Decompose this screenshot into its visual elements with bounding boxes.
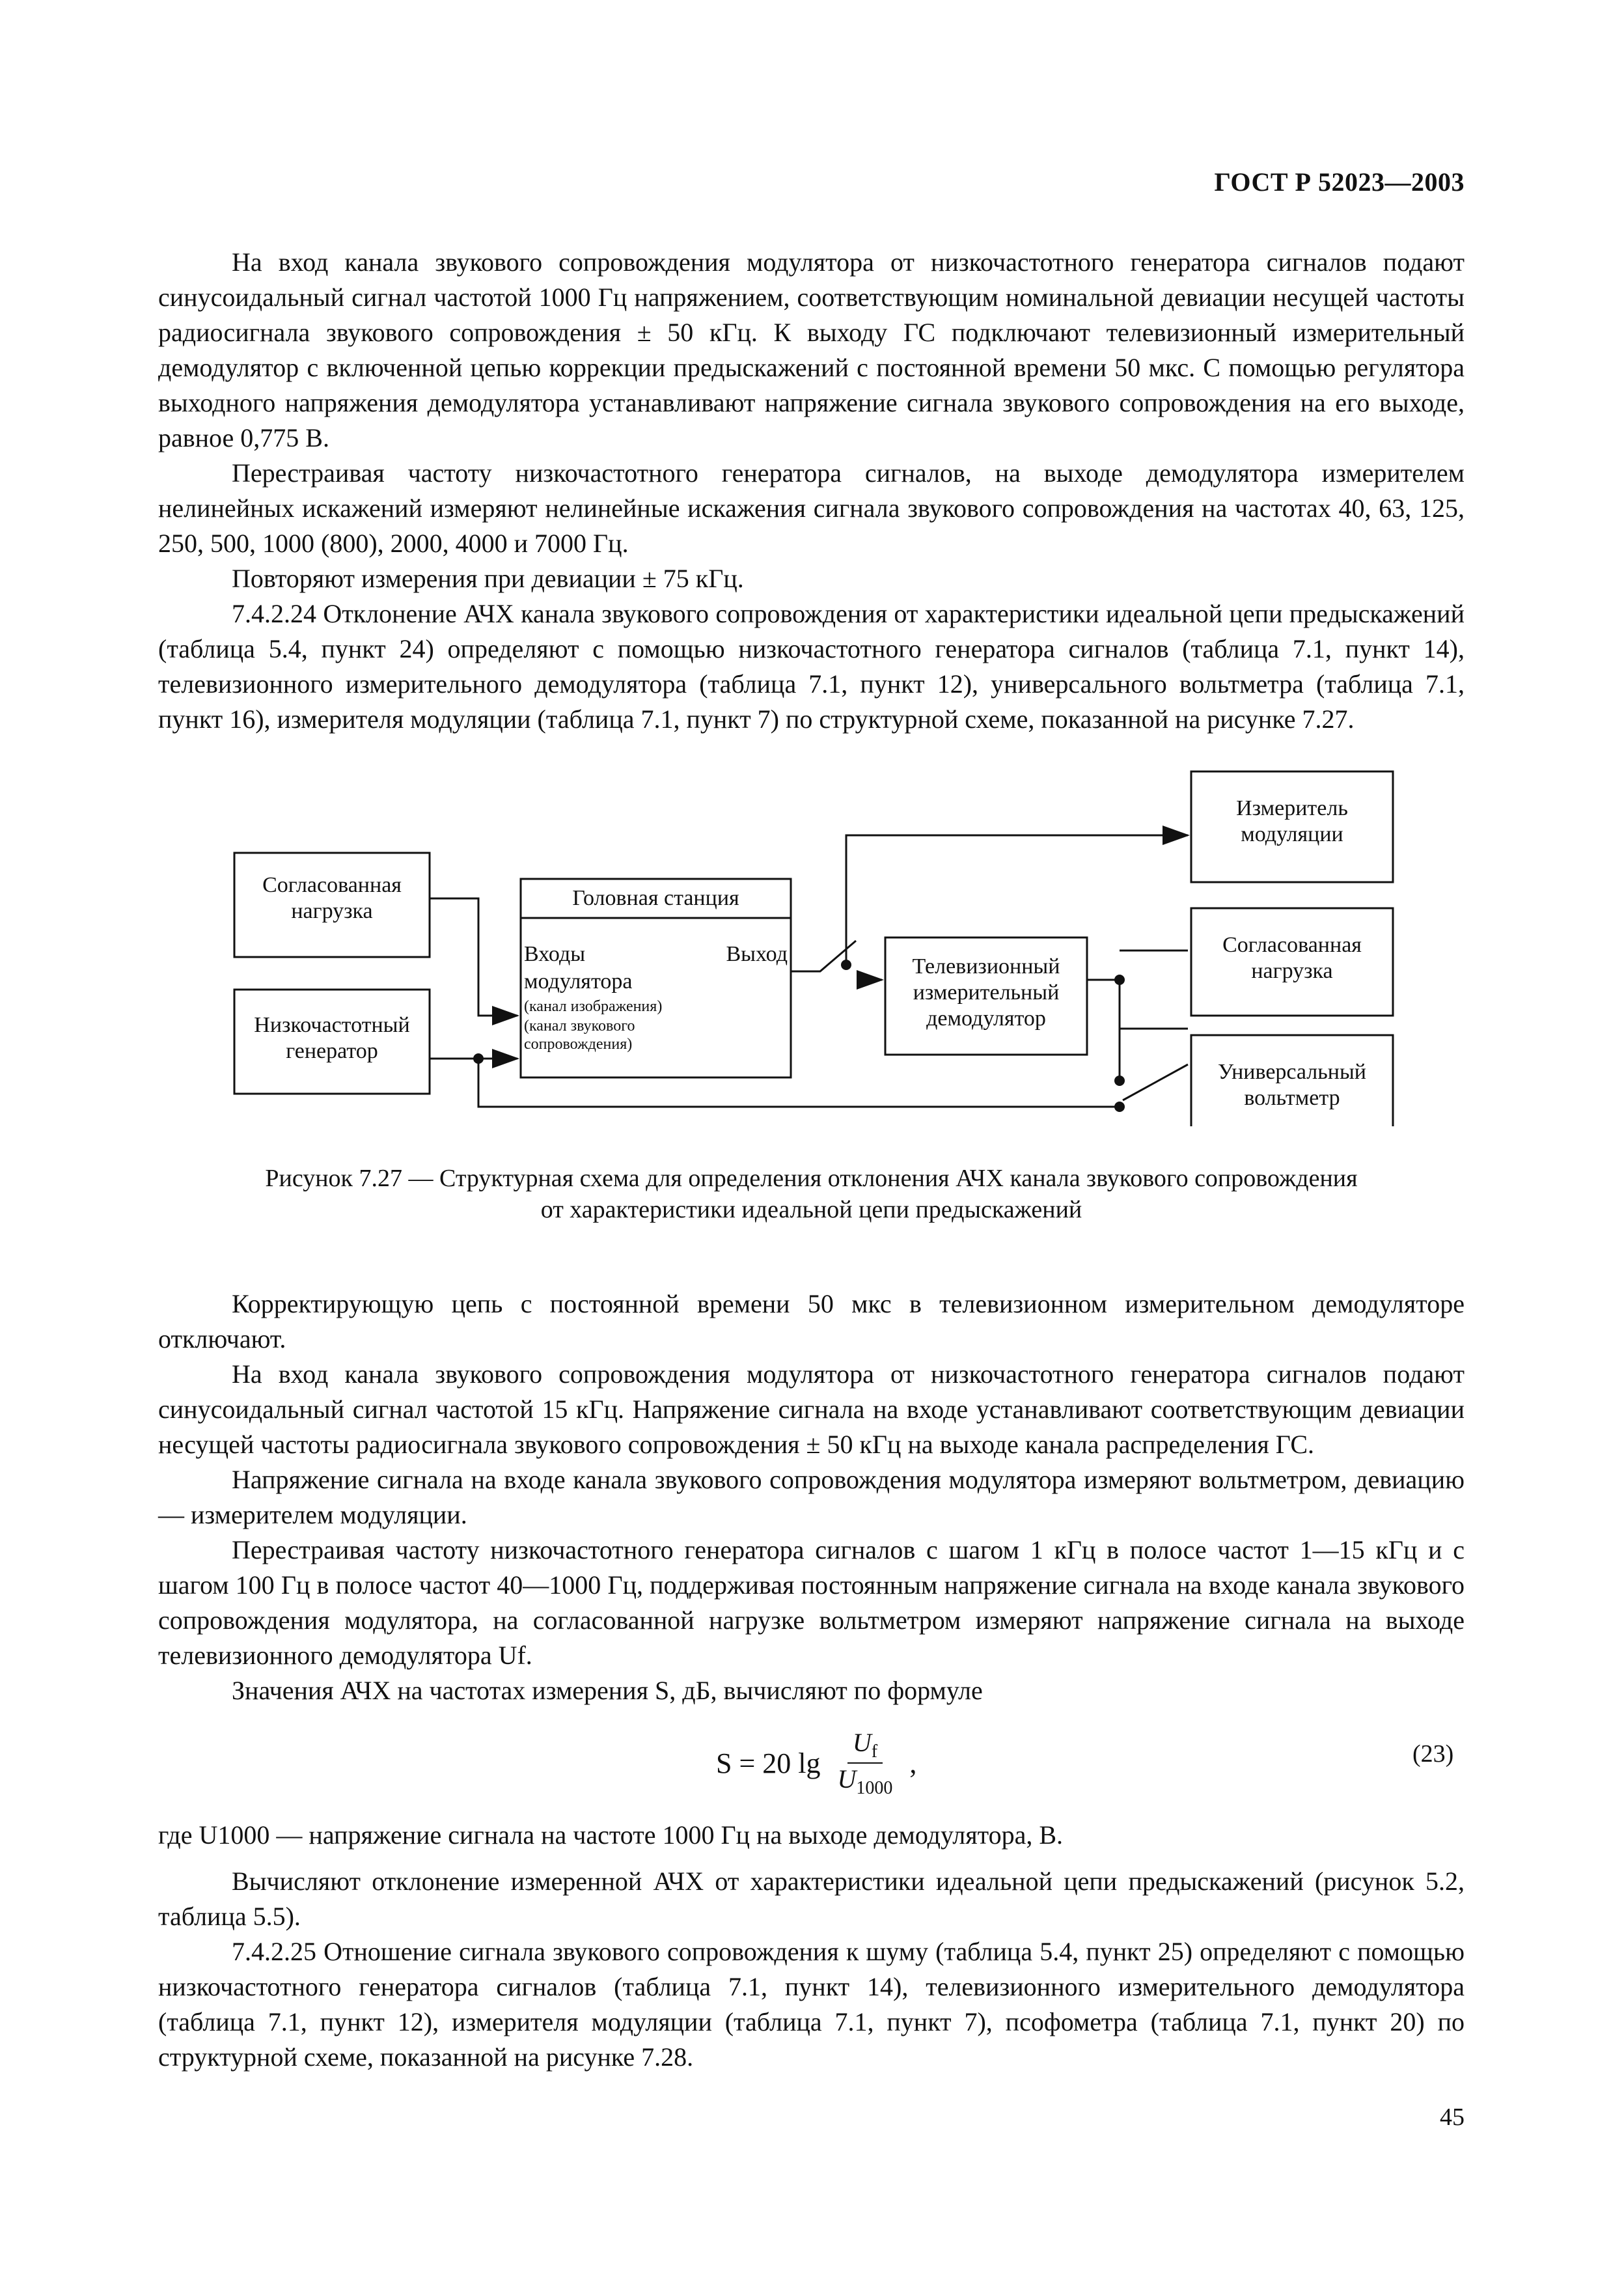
modulator-label: модулятора <box>524 969 633 993</box>
text-block-procedure <box>158 1286 1465 1708</box>
paragraph: На вход канала звукового сопровождения модулятора от низкочастотного генератора сигналов подают синусоидальный сигнал частотой 15 кГц. Напряжение сигнала на входе устанавливают соответствующим девиации несущей частоты радиосигнала звукового сопровождения ± 50 кГц на выходе канала распределения ГС. <box>158 1359 1465 1459</box>
formula-numerator: $U_f$ <box>847 1727 883 1764</box>
mod-meter-label: Измеритель модуляции <box>1236 796 1348 846</box>
text-block-next <box>158 1864 1465 2075</box>
paragraph: Перестраивая частоту низкочастотного генератора сигналов, на выходе демодулятора измерителем нелинейных искажений измеряют нелинейные искажения сигнала звукового сопровождения на частотах 40, 63, 125, 250, 500, 1000 (800), 2000, 4000 и 7000 Гц. <box>158 458 1465 558</box>
page-number: 45 <box>1440 2104 1465 2131</box>
demodulator-output-bus <box>1087 980 1120 1081</box>
tv-demodulator-label: Телевизионный измерительный демодулятор <box>912 954 1060 1031</box>
load-to-inputs-line <box>430 898 517 1016</box>
paragraph: 7.4.2.24 Отклонение АЧХ канала звукового сопровождения от характеристики идеальной цепи предыскажений (таблица 5.4, пункт 24) определяют с помощью низкочастотного генератора сигналов (таблица 7.1, пункт 14), телевизионного измерительного демодулятора (таблица 7.1, пункт 12), универсального вольтметра (таблица 7.1, пункт 16), измерителя модуляции (таблица 7.1, пункт 7) по структурной схеме, показанной на рисунке 7.27. <box>158 599 1465 734</box>
formula-tail: , <box>909 1747 917 1779</box>
caption-line: от характеристики идеальной цепи предыскажений <box>540 1196 1082 1223</box>
junction-dot <box>473 1053 484 1064</box>
paragraph: Значения АЧХ на частотах измерения S, дБ, вычисляют по формуле <box>232 1676 983 1705</box>
paragraph: где U1000 — напряжение сигнала на частоте 1000 Гц на выходе демодулятора, В. <box>158 1820 1063 1850</box>
video-channel-label: (канал изображения) <box>524 998 663 1015</box>
head-station-title: Головная станция <box>572 886 739 910</box>
text-block-where <box>158 1818 1465 1853</box>
equation-number: (23) <box>1412 1740 1454 1768</box>
text-block-intro <box>158 245 1465 737</box>
paragraph: Вычисляют отклонение измеренной АЧХ от характеристики идеальной цепи предыскажений (рисунок 5.2, таблица 5.5). <box>158 1867 1465 1931</box>
formula-denominator: $U_{1000}$ <box>837 1764 893 1798</box>
paragraph: 7.4.2.25 Отношение сигнала звукового сопровождения к шуму (таблица 5.4, пункт 25) определяют с помощью низкочастотного генератора сигналов (таблица 7.1, пункт 14), телевизионного измерительного демодулятора (таблица 7.1, пункт 12), измерителя модуляции (таблица 7.1, пункт 7), псофометра (таблица 7.1, пункт 20) по структурной схеме, показанной на рисунке 7.28. <box>158 1937 1465 2072</box>
to-mod-meter-line <box>846 835 1188 962</box>
generator-to-voltmeter-line <box>478 1059 1120 1107</box>
paragraph: На вход канала звукового сопровождения модулятора от низкочастотного генератора сигналов подают синусоидальный сигнал частотой 1000 Гц напряжением, соответствующим номинальной девиации несущей частоты радиосигнала звукового сопровождения ± 50 кГц. К выходу ГС подключают телевизионный измерительный демодулятор с включенной цепью коррекции предыскажений с постоянной времени 50 мкс. С помощью регулятора выходного напряжения демодулятора устанавливают напряжение сигнала звукового сопровождения на его выходе, равное 0,775 В. <box>158 247 1465 452</box>
voltmeter-switch <box>1123 1064 1188 1100</box>
formula-23 <box>716 1727 916 1799</box>
inputs-label: Входы <box>524 942 586 966</box>
block-diagram-figure <box>195 762 1471 1126</box>
junction-dot <box>1114 1102 1125 1112</box>
paragraph: Напряжение сигнала на входе канала звукового сопровождения модулятора измеряют вольтметром, девиацию — измерителем модуляции. <box>158 1465 1465 1529</box>
voltmeter-label: Универсальный вольтметр <box>1217 1060 1367 1110</box>
junction-dot <box>841 960 851 970</box>
matched-load-2-label: Согласованная нагрузка <box>1222 933 1362 983</box>
formula-lhs: S = 20 lg <box>716 1747 821 1779</box>
junction-dot <box>1114 975 1125 985</box>
caption-line: Рисунок 7.27 — Структурная схема для определения отклонения АЧХ канала звукового сопровождения <box>265 1165 1358 1192</box>
matched-load-1-label: Согласованная нагрузка <box>262 873 402 923</box>
lf-generator-label: Низкочастотный генератор <box>254 1013 410 1063</box>
paragraph: Повторяют измерения при девиации ± 75 кГц. <box>232 564 744 593</box>
formula-fraction <box>833 1727 898 1799</box>
junction-dot <box>1114 1076 1125 1086</box>
figure-caption <box>158 1163 1465 1225</box>
sound-channel-label: (канал звукового сопровождения) <box>524 1018 635 1053</box>
paragraph: Перестраивая частоту низкочастотного генератора сигналов с шагом 1 кГц в полосе частот 1—15 кГц и с шагом 100 Гц в полосе частот 40—1000 Гц, поддерживая постоянным напряжение сигнала на входе канала звукового сопровождения модулятора, на согласованной нагрузке вольтметром измеряют напряжение сигнала на выходе телевизионного демодулятора Uf. <box>158 1535 1465 1670</box>
paragraph: Корректирующую цепь с постоянной времени 50 мкс в телевизионном измерительном демодуляторе отключают. <box>158 1289 1465 1354</box>
document-header: ГОСТ Р 52023—2003 <box>1214 167 1465 197</box>
output-label: Выход <box>726 942 788 966</box>
